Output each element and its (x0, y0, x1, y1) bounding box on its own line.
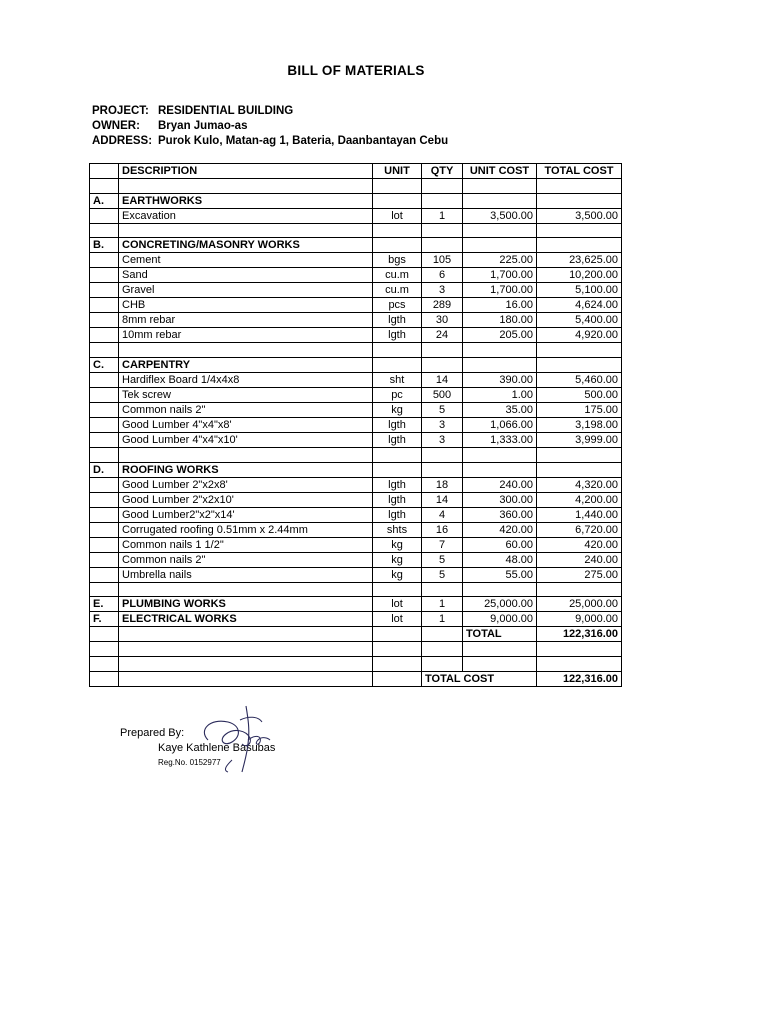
empty-cell (373, 238, 422, 253)
signature-icon (188, 700, 284, 774)
item-qty: 14 (422, 492, 463, 507)
item-description: Sand (119, 268, 373, 283)
header-unit-cost: UNIT COST (463, 164, 537, 179)
empty-cell (422, 179, 463, 194)
item-letter (90, 418, 119, 433)
empty-cell (422, 193, 463, 208)
item-unit-cost: 1,700.00 (463, 268, 537, 283)
project-info-value: Purok Kulo, Matan-ag 1, Bateria, Daanbantayan Cebu (158, 135, 449, 147)
item-total-cost: 25,000.00 (537, 597, 622, 612)
empty-cell (119, 671, 373, 686)
item-unit-cost: 205.00 (463, 328, 537, 343)
subtotal-value: 122,316.00 (537, 627, 622, 642)
item-unit: pc (373, 388, 422, 403)
project-info-row (92, 119, 448, 134)
empty-cell (463, 657, 537, 672)
item-unit: lgth (373, 328, 422, 343)
empty-cell (119, 179, 373, 194)
table-row (90, 507, 622, 522)
item-letter (90, 492, 119, 507)
item-total-cost: 10,200.00 (537, 268, 622, 283)
item-unit-cost: 55.00 (463, 567, 537, 582)
empty-cell (373, 582, 422, 597)
project-info-value: Bryan Jumao-as (158, 120, 248, 132)
item-unit-cost: 225.00 (463, 253, 537, 268)
empty-cell (537, 448, 622, 463)
section-name: CARPENTRY (119, 358, 373, 373)
table-row (90, 373, 622, 388)
empty-cell (119, 657, 373, 672)
empty-cell (463, 582, 537, 597)
empty-cell (373, 358, 422, 373)
item-unit-cost: 1,066.00 (463, 418, 537, 433)
item-qty: 3 (422, 418, 463, 433)
item-total-cost: 4,200.00 (537, 492, 622, 507)
project-info-label: ADDRESS: (92, 135, 153, 147)
item-total-cost: 3,500.00 (537, 208, 622, 223)
empty-cell (537, 582, 622, 597)
empty-cell (373, 671, 422, 686)
table-row (90, 208, 622, 223)
empty-cell (373, 179, 422, 194)
item-letter (90, 433, 119, 448)
item-unit: lot (373, 208, 422, 223)
item-description: PLUMBING WORKS (119, 597, 373, 612)
table-row (90, 433, 622, 448)
table-row (90, 328, 622, 343)
section-name: CONCRETING/MASONRY WORKS (119, 238, 373, 253)
empty-cell (119, 627, 373, 642)
empty-cell (463, 179, 537, 194)
document-title: BILL OF MATERIALS (287, 63, 425, 78)
item-total-cost: 23,625.00 (537, 253, 622, 268)
table-row (90, 522, 622, 537)
empty-cell (463, 223, 537, 238)
empty-cell (373, 448, 422, 463)
item-letter (90, 567, 119, 582)
item-unit-cost: 1,333.00 (463, 433, 537, 448)
item-total-cost: 240.00 (537, 552, 622, 567)
bill-of-materials-table (89, 163, 622, 687)
item-description: Common nails 1 1/2" (119, 537, 373, 552)
item-description: CHB (119, 298, 373, 313)
item-unit: kg (373, 567, 422, 582)
empty-cell (537, 179, 622, 194)
table-header-row (90, 164, 622, 179)
item-total-cost: 500.00 (537, 388, 622, 403)
item-qty: 5 (422, 567, 463, 582)
item-qty: 500 (422, 388, 463, 403)
item-unit: kg (373, 403, 422, 418)
item-unit-cost: 1.00 (463, 388, 537, 403)
empty-cell (422, 657, 463, 672)
item-letter (90, 403, 119, 418)
prepared-by-label: Prepared By: (120, 727, 185, 739)
item-letter (90, 388, 119, 403)
empty-cell (119, 642, 373, 657)
item-qty: 18 (422, 477, 463, 492)
item-description: Excavation (119, 208, 373, 223)
empty-cell (537, 343, 622, 358)
item-total-cost: 275.00 (537, 567, 622, 582)
item-total-cost: 4,320.00 (537, 477, 622, 492)
item-total-cost: 3,198.00 (537, 418, 622, 433)
item-description: Common nails 2" (119, 552, 373, 567)
item-qty: 1 (422, 612, 463, 627)
item-description: Corrugated roofing 0.51mm x 2.44mm (119, 522, 373, 537)
registration-number: Reg.No. 0152977 (158, 758, 221, 767)
item-letter (90, 507, 119, 522)
empty-cell (422, 642, 463, 657)
item-unit: pcs (373, 298, 422, 313)
header-letter-cell (90, 164, 119, 179)
item-letter (90, 477, 119, 492)
item-unit: kg (373, 537, 422, 552)
item-description: Hardiflex Board 1/4x4x8 (119, 373, 373, 388)
item-description: Good Lumber 2"x2x8' (119, 477, 373, 492)
item-total-cost: 5,100.00 (537, 283, 622, 298)
item-total-cost: 6,720.00 (537, 522, 622, 537)
project-info-row (92, 134, 448, 149)
item-qty: 1 (422, 597, 463, 612)
empty-cell (422, 448, 463, 463)
item-unit-cost: 420.00 (463, 522, 537, 537)
empty-cell (463, 238, 537, 253)
empty-cell (422, 582, 463, 597)
item-unit: cu.m (373, 268, 422, 283)
item-unit: kg (373, 552, 422, 567)
item-letter (90, 552, 119, 567)
item-description: 10mm rebar (119, 328, 373, 343)
item-unit: lgth (373, 313, 422, 328)
grand-total-value: 122,316.00 (537, 671, 622, 686)
item-unit: lgth (373, 492, 422, 507)
empty-cell (422, 238, 463, 253)
section-row (90, 238, 622, 253)
table-row (90, 567, 622, 582)
item-qty: 24 (422, 328, 463, 343)
table-row (90, 537, 622, 552)
header-total-cost: TOTAL COST (537, 164, 622, 179)
item-qty: 5 (422, 552, 463, 567)
section-name: EARTHWORKS (119, 193, 373, 208)
section-row (90, 358, 622, 373)
item-unit-cost: 390.00 (463, 373, 537, 388)
section-letter: B. (90, 238, 119, 253)
empty-cell (463, 642, 537, 657)
item-unit: bgs (373, 253, 422, 268)
empty-cell (422, 223, 463, 238)
item-qty: 14 (422, 373, 463, 388)
empty-cell (90, 448, 119, 463)
empty-cell (90, 582, 119, 597)
item-unit-cost: 360.00 (463, 507, 537, 522)
empty-cell (373, 223, 422, 238)
item-unit-cost: 35.00 (463, 403, 537, 418)
empty-cell (373, 462, 422, 477)
subtotal-row (90, 627, 622, 642)
empty-cell (422, 462, 463, 477)
table-row (90, 552, 622, 567)
table-row (90, 492, 622, 507)
item-unit: sht (373, 373, 422, 388)
item-unit: cu.m (373, 283, 422, 298)
blank-row (90, 582, 622, 597)
empty-cell (90, 223, 119, 238)
item-unit: lot (373, 597, 422, 612)
item-letter (90, 283, 119, 298)
empty-cell (537, 657, 622, 672)
table-row (90, 612, 622, 627)
empty-cell (463, 462, 537, 477)
table-row (90, 253, 622, 268)
item-unit: lgth (373, 418, 422, 433)
blank-row (90, 657, 622, 672)
item-qty: 7 (422, 537, 463, 552)
item-total-cost: 9,000.00 (537, 612, 622, 627)
item-unit: lgth (373, 477, 422, 492)
table-row (90, 597, 622, 612)
empty-cell (373, 193, 422, 208)
item-description: 8mm rebar (119, 313, 373, 328)
item-unit-cost: 48.00 (463, 552, 537, 567)
table-row (90, 403, 622, 418)
project-info (92, 104, 448, 149)
blank-row (90, 448, 622, 463)
item-total-cost: 420.00 (537, 537, 622, 552)
item-letter (90, 537, 119, 552)
item-letter: E. (90, 597, 119, 612)
project-info-value: RESIDENTIAL BUILDING (158, 105, 294, 117)
preparer-name: Kaye Kathlene Basubas (158, 742, 276, 754)
header-unit: UNIT (373, 164, 422, 179)
item-letter (90, 268, 119, 283)
item-letter (90, 253, 119, 268)
empty-cell (90, 627, 119, 642)
item-qty: 4 (422, 507, 463, 522)
grand-total-row (90, 671, 622, 686)
item-total-cost: 5,400.00 (537, 313, 622, 328)
table-row (90, 388, 622, 403)
empty-cell (119, 343, 373, 358)
item-qty: 289 (422, 298, 463, 313)
grand-total-label: TOTAL COST (422, 671, 537, 686)
item-unit: lgth (373, 507, 422, 522)
empty-cell (90, 642, 119, 657)
empty-cell (90, 179, 119, 194)
subtotal-label: TOTAL (463, 627, 537, 642)
item-letter (90, 208, 119, 223)
empty-cell (537, 193, 622, 208)
item-description: Common nails 2" (119, 403, 373, 418)
empty-cell (463, 448, 537, 463)
empty-cell (373, 657, 422, 672)
empty-cell (90, 671, 119, 686)
item-qty: 30 (422, 313, 463, 328)
project-info-row (92, 104, 448, 119)
empty-cell (537, 642, 622, 657)
item-letter (90, 328, 119, 343)
item-total-cost: 4,920.00 (537, 328, 622, 343)
empty-cell (537, 358, 622, 373)
item-qty: 16 (422, 522, 463, 537)
item-description: Good Lumber 4"x4"x10' (119, 433, 373, 448)
item-qty: 5 (422, 403, 463, 418)
item-unit-cost: 300.00 (463, 492, 537, 507)
item-total-cost: 5,460.00 (537, 373, 622, 388)
item-unit: lot (373, 612, 422, 627)
blank-row (90, 223, 622, 238)
empty-cell (422, 627, 463, 642)
empty-cell (463, 358, 537, 373)
section-letter: D. (90, 462, 119, 477)
section-name: ROOFING WORKS (119, 462, 373, 477)
empty-cell (463, 343, 537, 358)
item-unit-cost: 60.00 (463, 537, 537, 552)
item-description: Tek screw (119, 388, 373, 403)
item-letter: F. (90, 612, 119, 627)
table-row (90, 268, 622, 283)
table-row (90, 283, 622, 298)
item-qty: 105 (422, 253, 463, 268)
empty-cell (90, 657, 119, 672)
empty-cell (373, 627, 422, 642)
item-unit-cost: 16.00 (463, 298, 537, 313)
item-total-cost: 3,999.00 (537, 433, 622, 448)
item-description: Cement (119, 253, 373, 268)
section-letter: A. (90, 193, 119, 208)
item-unit-cost: 9,000.00 (463, 612, 537, 627)
item-qty: 1 (422, 208, 463, 223)
item-total-cost: 1,440.00 (537, 507, 622, 522)
empty-cell (537, 462, 622, 477)
blank-row (90, 343, 622, 358)
table-row (90, 477, 622, 492)
section-letter: C. (90, 358, 119, 373)
empty-cell (119, 582, 373, 597)
item-total-cost: 4,624.00 (537, 298, 622, 313)
item-qty: 6 (422, 268, 463, 283)
item-unit-cost: 25,000.00 (463, 597, 537, 612)
blank-row (90, 642, 622, 657)
empty-cell (373, 642, 422, 657)
empty-cell (537, 223, 622, 238)
header-description: DESCRIPTION (119, 164, 373, 179)
item-description: Good Lumber 4"x4"x8' (119, 418, 373, 433)
item-unit: lgth (373, 433, 422, 448)
table-row (90, 418, 622, 433)
item-qty: 3 (422, 433, 463, 448)
item-description: Gravel (119, 283, 373, 298)
item-unit-cost: 1,700.00 (463, 283, 537, 298)
header-qty: QTY (422, 164, 463, 179)
table-row (90, 298, 622, 313)
section-row (90, 462, 622, 477)
item-total-cost: 175.00 (537, 403, 622, 418)
item-description: Good Lumber2"x2"x14' (119, 507, 373, 522)
item-description: Good Lumber 2"x2x10' (119, 492, 373, 507)
empty-cell (119, 223, 373, 238)
project-info-label: PROJECT: (92, 105, 149, 117)
item-letter (90, 313, 119, 328)
item-qty: 3 (422, 283, 463, 298)
item-description: Umbrella nails (119, 567, 373, 582)
item-letter (90, 298, 119, 313)
item-unit-cost: 3,500.00 (463, 208, 537, 223)
table-row (90, 313, 622, 328)
empty-cell (119, 448, 373, 463)
item-unit: shts (373, 522, 422, 537)
item-description: ELECTRICAL WORKS (119, 612, 373, 627)
empty-cell (422, 343, 463, 358)
item-unit-cost: 240.00 (463, 477, 537, 492)
empty-cell (373, 343, 422, 358)
empty-cell (90, 343, 119, 358)
blank-row (90, 179, 622, 194)
item-letter (90, 522, 119, 537)
project-info-label: OWNER: (92, 120, 140, 132)
empty-cell (463, 193, 537, 208)
empty-cell (537, 238, 622, 253)
item-letter (90, 373, 119, 388)
empty-cell (422, 358, 463, 373)
section-row (90, 193, 622, 208)
item-unit-cost: 180.00 (463, 313, 537, 328)
